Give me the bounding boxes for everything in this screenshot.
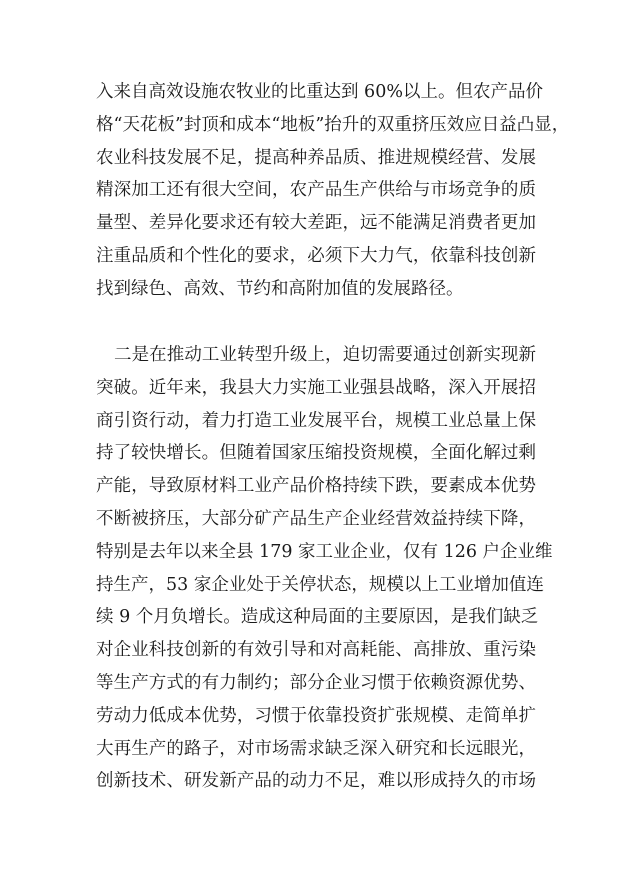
text-line: 持生产，53 家企业处于关停状态，规模以上工业增加值连 [96, 574, 544, 595]
text-line: 突破。近年来，我县大力实施工业强县战略，深入开展招 [96, 377, 536, 398]
text-line: 农业科技发展不足，提高种养品质、推进规模经营、发展 [96, 147, 536, 168]
paragraph-agriculture [96, 76, 570, 306]
text-line: 精深加工还有很大空间，农产品生产供给与市场竞争的质 [96, 180, 536, 201]
text-line: 创新技术、研发新产品的动力不足，难以形成持久的市场 [96, 771, 536, 792]
text-line: 持了较快增长。但随着国家压缩投资规模，全面化解过剩 [96, 443, 536, 464]
paragraph-industry [96, 339, 553, 798]
text-line: 大再生产的路子，对市场需求缺乏深入研究和长远眼光， [96, 738, 536, 759]
text-line: 商引资行动，着力打造工业发展平台，规模工业总量上保 [96, 410, 536, 431]
text-line: 二是在推动工业转型升级上，迫切需要通过创新实现新 [114, 345, 536, 365]
text-line: 等生产方式的有力制约；部分企业习惯于依赖资源优势、 [96, 672, 536, 693]
text-line: 产能，导致原材料工业产品价格持续下跌，要素成本优势 [96, 476, 536, 497]
text-line: 对企业科技创新的有效引导和对高耗能、高排放、重污染 [96, 640, 536, 661]
text-line: 劳动力低成本优势，习惯于依靠投资扩张规模、走简单扩 [96, 705, 536, 726]
text-line: 格“天花板”封顶和成本“地板”抬升的双重挤压效应日益凸显， [96, 114, 570, 135]
text-line: 量型、差异化要求还有较大差距，远不能满足消费者更加 [96, 213, 536, 234]
text-line: 特别是去年以来全县 179 家工业企业，仅有 126 户企业维 [96, 541, 553, 562]
text-line: 注重品质和个性化的要求，必须下大力气，依靠科技创新 [96, 245, 536, 266]
text-line: 不断被挤压，大部分矿产品生产企业经营效益持续下降， [96, 508, 536, 529]
text-line: 续 9 个月负增长。造成这种局面的主要原因，是我们缺乏 [96, 607, 539, 628]
text-line: 入来自高效设施农牧业的比重达到 60%以上。但农产品价 [96, 82, 543, 102]
text-line: 找到绿色、高效、节约和高附加值的发展路径。 [96, 278, 464, 299]
